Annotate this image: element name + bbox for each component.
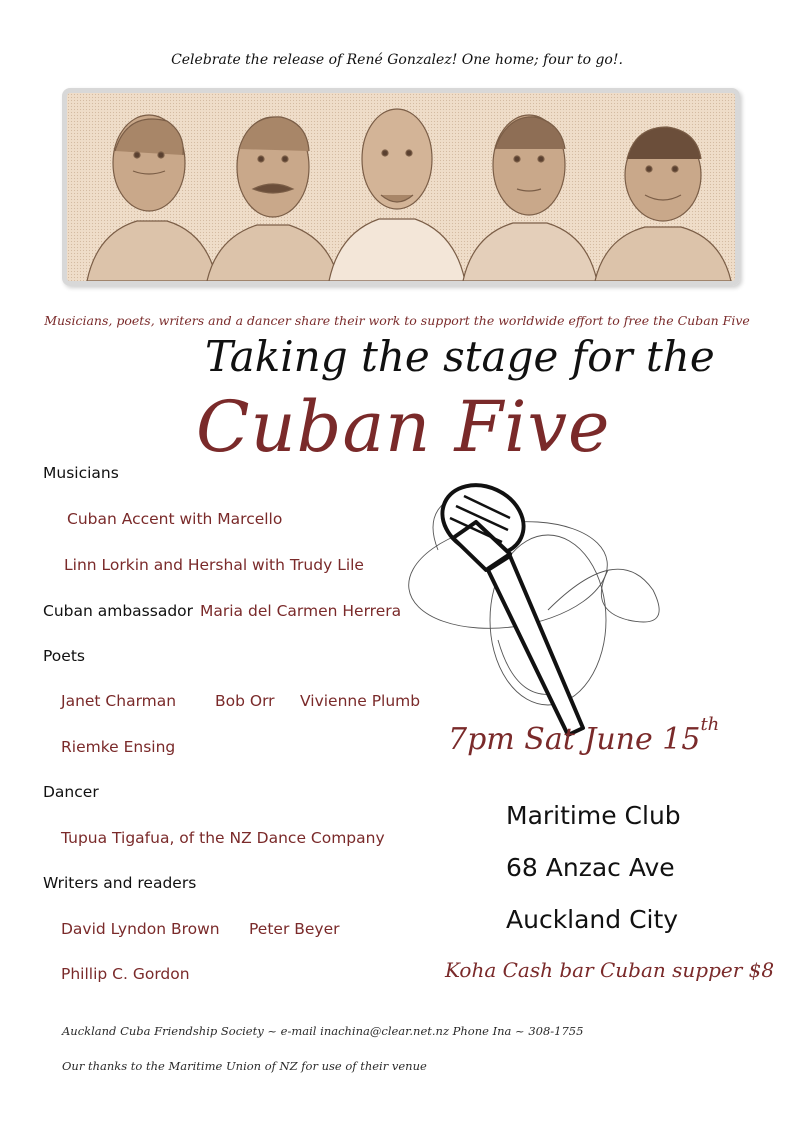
header-tagline: Celebrate the release of René Gonzalez! One home; four to go!.: [171, 52, 623, 68]
musician-2: Linn Lorkin and Hershal with Trudy Lile: [64, 556, 364, 574]
musician-1: Cuban Accent with Marcello: [67, 510, 283, 528]
venue-city: Auckland City: [506, 905, 679, 934]
ambassador-heading: Cuban ambassador: [43, 602, 194, 620]
event-extras: Koha Cash bar Cuban supper $8: [445, 958, 775, 982]
footer-thanks: Our thanks to the Maritime Union of NZ for use of their venue: [62, 1059, 427, 1073]
venue-street: 68 Anzac Ave: [506, 853, 675, 882]
writer-2: Peter Beyer: [249, 920, 340, 938]
cuban-five-photo: [62, 88, 740, 286]
venue-name: Maritime Club: [506, 801, 681, 830]
ambassador-name: Maria del Carmen Herrera: [200, 602, 402, 620]
title-line-2: Cuban Five: [196, 386, 611, 468]
poet-4: Riemke Ensing: [61, 738, 176, 756]
title-line-1: Taking the stage for the: [205, 332, 715, 381]
writer-1: David Lyndon Brown: [61, 920, 220, 938]
musicians-heading: Musicians: [43, 464, 119, 482]
intro-line: Musicians, poets, writers and a dancer share their work to support the worldwide effort to free the Cuban Five: [44, 313, 750, 328]
event-date-suffix: th: [700, 714, 720, 735]
writer-3: Phillip C. Gordon: [61, 965, 190, 983]
poets-heading: Poets: [43, 647, 85, 665]
event-time: 7pm Sat June 15: [448, 722, 701, 757]
poet-3: Vivienne Plumb: [300, 692, 421, 710]
poet-2: Bob Orr: [215, 692, 275, 710]
event-date: [448, 714, 720, 757]
dancer-heading: Dancer: [43, 783, 99, 801]
poet-1: Janet Charman: [61, 692, 177, 710]
writers-heading: Writers and readers: [43, 874, 197, 892]
footer-contact: Auckland Cuba Friendship Society ~ e-mail inachina@clear.net.nz Phone Ina ~ 308-1755: [62, 1024, 584, 1038]
dancer-name: Tupua Tigafua, of the NZ Dance Company: [61, 829, 385, 847]
